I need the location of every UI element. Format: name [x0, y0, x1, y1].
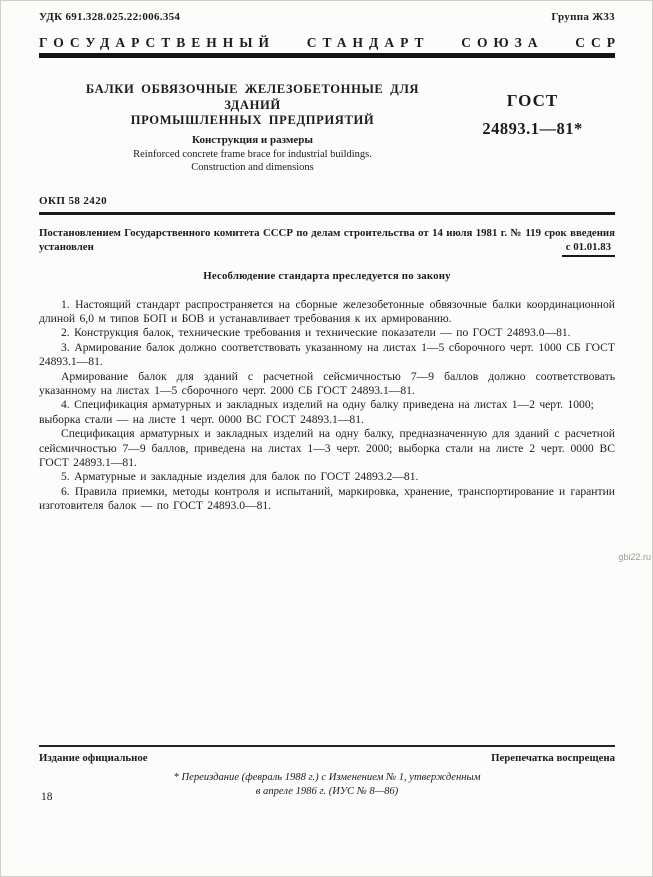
standard-body-text — [39, 298, 615, 514]
udk-code: УДК 691.328.025.22:006.354 — [39, 11, 181, 23]
paragraph-3: 3. Армирование балок должно соответствовать указанному на листах 1—5 сборочного черт. 1000 СБ ГОСТ 24893.1—81. — [39, 340, 615, 369]
paragraph-4: 4. Спецификация арматурных и закладных изделий на одну балку приведена на листах 1—2 черт. 1000; — [61, 398, 594, 412]
title-line-1: БАЛКИ ОБВЯЗОЧНЫЕ ЖЕЛЕЗОБЕТОННЫЕ ДЛЯ ЗДАНИЙ — [85, 82, 420, 112]
paragraph-1: 1. Настоящий стандарт распространяется на сборные железобетонные обвязочные балки координационной длиной 6,0 м типов БОП и БОВ и устанавливает требования к их армированию. — [39, 297, 615, 325]
state-standard-banner — [39, 35, 621, 51]
document-title-block — [39, 82, 450, 174]
banner-word: СОЮЗА — [461, 35, 544, 50]
document-title — [61, 82, 444, 129]
banner-word: ГОСУДАРСТВЕННЫЙ — [39, 35, 276, 50]
paragraph-2: 2. Конструкция балок, технические требования и технические показатели — по ГОСТ 24893.0—81. — [61, 326, 571, 340]
reissue-footnote — [39, 771, 615, 799]
subtitle-english-line-2: Construction and dimensions — [191, 161, 314, 173]
paragraph-5: 5. Арматурные и закладные изделия для балок по ГОСТ 24893.2—81. — [61, 470, 419, 484]
paragraph-4a: выборка стали — на листе 1 черт. 0000 ВС ГОСТ 24893.1—81. — [39, 412, 364, 426]
page-number: 18 — [41, 791, 53, 803]
effective-date: с 01.01.83 — [562, 240, 615, 257]
decree-second-line — [39, 240, 615, 257]
title-line-2: ПРОМЫШЛЕННЫХ ПРЕДПРИЯТИЙ — [130, 113, 375, 127]
banner-word: СТАНДАРТ — [306, 35, 430, 50]
subtitle-russian: Конструкция и размеры — [192, 133, 313, 146]
gost-number: 24893.1—81* — [482, 119, 583, 138]
okp-code: ОКП 58 2420 — [39, 194, 107, 207]
banner-word: ССР — [575, 35, 621, 50]
watermark: gbi22.ru — [618, 552, 651, 562]
paragraph-6: 6. Правила приемки, методы контроля и испытаний, маркировка, хранение, транспортирование и гарантии изготовителя балок — по ГОСТ 24893.0—81. — [39, 484, 615, 513]
subtitle-english-line-1: Reinforced concrete frame brace for industrial buildings. — [133, 148, 372, 160]
paragraph-3a: Армирование балок для зданий с расчетной сейсмичностью 7—9 баллов должно соответствовать указанному на листах 1—5 сборочного черт. 2000 СБ ГОСТ 24893.1—81. — [39, 369, 615, 397]
decree-text-continuation: установлен — [39, 240, 94, 253]
title-section — [39, 82, 615, 174]
official-edition-label: Издание официальное — [39, 752, 148, 764]
law-notice: Несоблюдение стандарта преследуется по закону — [203, 269, 451, 282]
horizontal-rule — [39, 212, 615, 215]
footnote-line-1: * Переиздание (февраль 1988 г.) с Изменением № 1, утвержденным — [173, 772, 481, 783]
footer-row — [39, 752, 615, 764]
banner-underline — [39, 53, 615, 58]
page-content — [1, 1, 652, 514]
decree-text: Постановлением Государственного комитета СССР по делам строительства от 14 июля 1981 г. № 119 срок введения — [39, 226, 615, 239]
subtitle-english — [61, 148, 444, 174]
decree-paragraph — [39, 226, 615, 257]
group-code: Группа Ж33 — [551, 11, 615, 23]
footnote-line-2: в апреле 1986 г. (ИУС № 8—86) — [255, 786, 399, 797]
gost-label: ГОСТ — [506, 91, 559, 110]
page-footer — [39, 745, 615, 799]
paragraph-4b: Спецификация арматурных и закладных изделий на одну балку, предназначенную для зданий с расчетной сейсмичностью 7—9 баллов, приведена на листах 1—3 черт. 2000; выборка стали на листе 2 черт. 0000 ВС ГОСТ 24893.1—81. — [39, 427, 615, 469]
no-reprint-label: Перепечатка воспрещена — [491, 752, 615, 764]
classification-row — [39, 11, 615, 23]
gost-designation — [450, 82, 615, 174]
footer-rule — [39, 745, 615, 747]
